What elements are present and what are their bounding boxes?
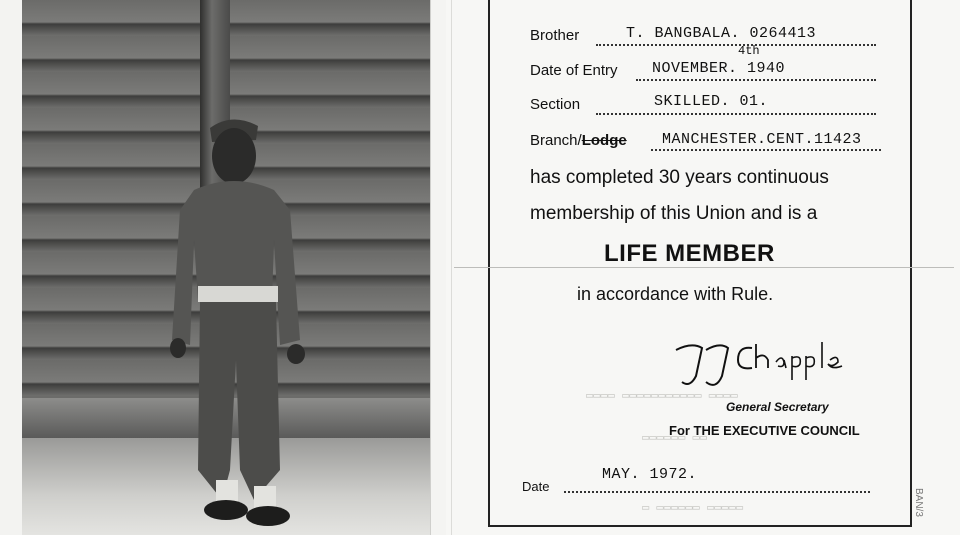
completion-text-line1: has completed 30 years continuous [530,167,829,188]
membership-card [446,0,960,535]
photo-border-left [0,0,22,535]
date-dotted-line [564,491,870,493]
show-through-text-2: ▭▭▭▭▭▭ ▭▭ [642,431,707,445]
brother-row [530,27,579,44]
date-of-entry-row [530,62,618,79]
date-of-entry-label: Date of Entry [530,62,618,79]
archive-reference: BAN/3 [913,488,924,517]
section-label: Section [530,96,581,113]
general-secretary-label: General Secretary [726,400,829,414]
date-value: MAY. 1972. [602,466,698,483]
branch-value: MANCHESTER.CENT.11423 [662,131,862,148]
executive-council-label: For THE EXECUTIVE COUNCIL [669,423,860,438]
date-label: Date [522,479,550,494]
section-value: SKILLED. 01. [654,93,769,110]
completion-text-line2: membership of this Union and is a [530,203,818,224]
brother-label: Brother [530,27,580,44]
date-of-entry-superscript: 4th [738,44,760,58]
section-dotted-line [596,113,876,115]
photo-border-right [430,0,447,535]
soldier-photograph [0,0,446,535]
signature [672,336,862,396]
accordance-text: in accordance with Rule. [577,284,774,304]
card-edge-line [451,0,452,535]
branch-struck-lodge: Lodge [581,132,627,149]
date-of-entry-dotted-line [636,79,876,81]
branch-row [530,132,627,149]
photo-image-area [22,0,430,535]
section-row [530,96,580,113]
show-through-text-1: ▭▭▭▭ ▭▭▭▭▭▭▭▭▭▭▭ ▭▭▭▭ [586,389,738,403]
brother-value: T. BANGBALA. 0264413 [626,25,817,42]
show-through-text-3: ▭ ▭▭▭▭▭▭ ▭▭▭▭▭ [642,501,744,515]
life-member-heading: LIFE MEMBER [604,240,775,267]
soldier-figure [22,0,430,535]
branch-label: Branch/ [530,132,582,149]
branch-dotted-line [651,149,881,151]
brother-dotted-line [596,44,876,46]
date-of-entry-value: NOVEMBER. 1940 [652,60,786,77]
